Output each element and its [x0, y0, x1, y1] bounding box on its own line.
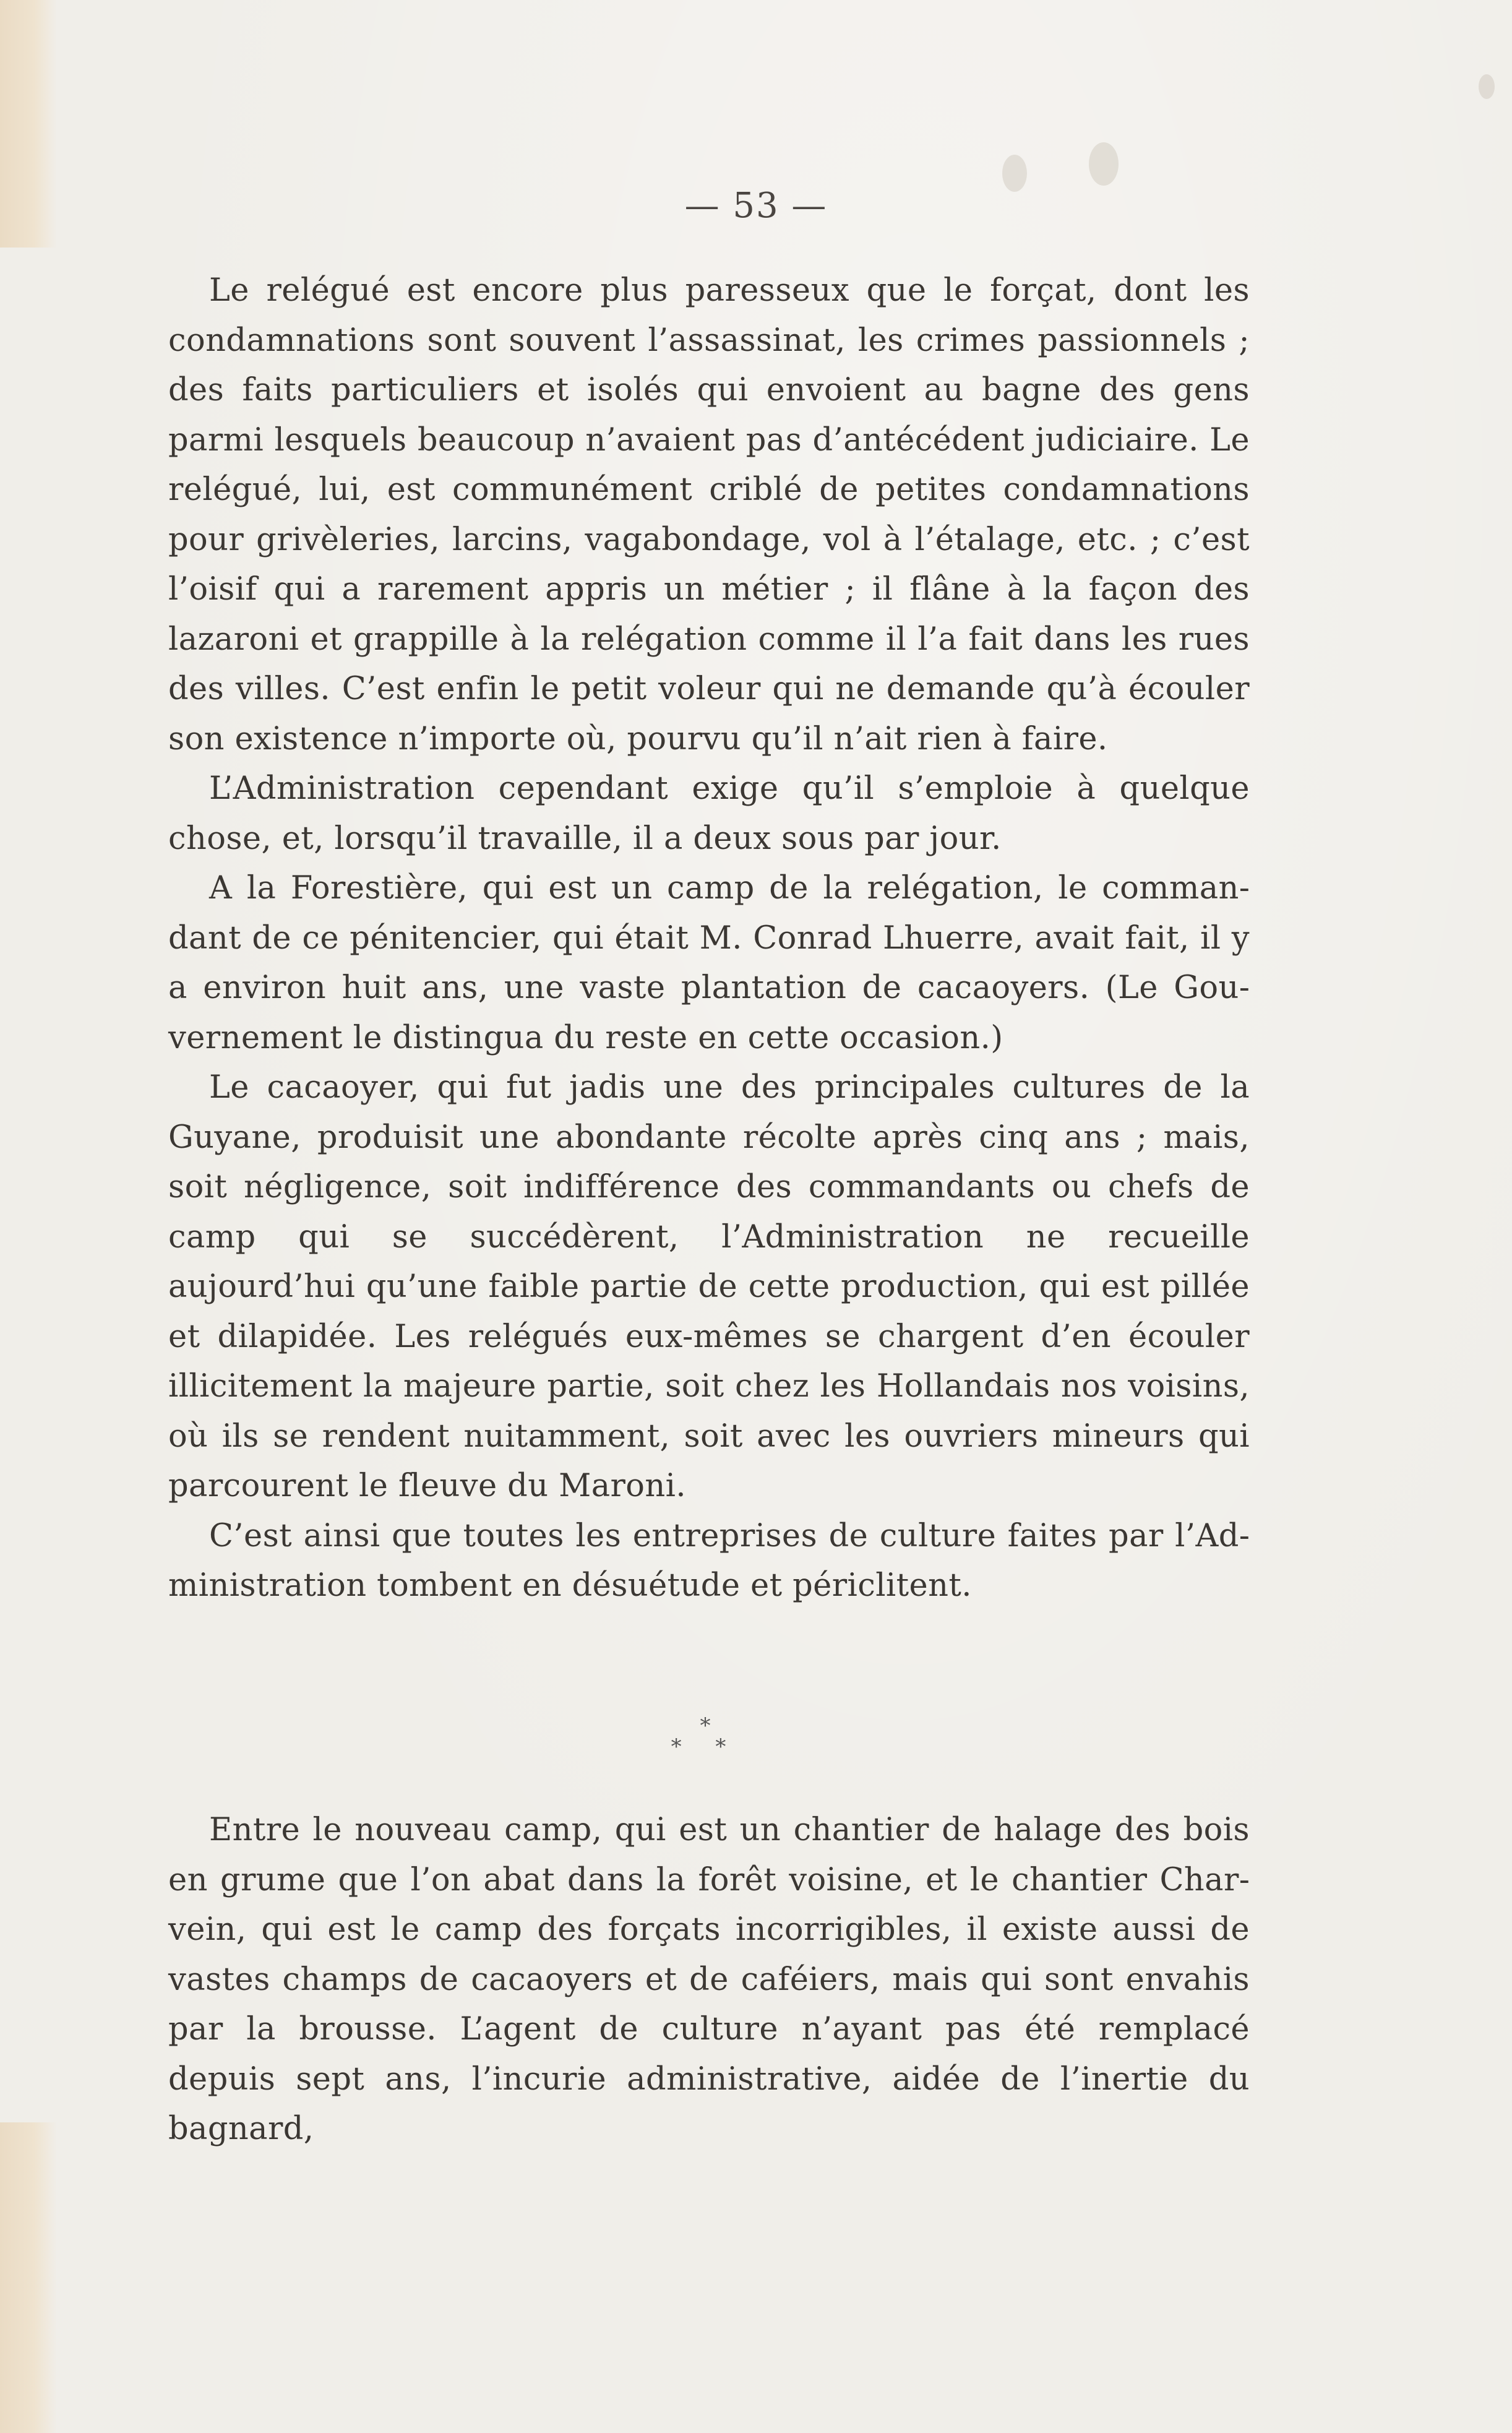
paragraph: C’est ainsi que toutes les entreprises de culture faites par l’Administration tombent en désuétude et périclitent. [168, 1517, 1250, 1604]
page-number: — 53 — [684, 186, 828, 226]
continuation-text-block [168, 1806, 1250, 2155]
main-text-block [168, 266, 1250, 1611]
paragraph: Le cacaoyer, qui fut jadis une des principales cultures de la Guyane, produisit une abondante récolte après cinq ans ; mais, soit négligence, soit indifférence des commandants ou chefs de camp qui se succédèrent, l’Administration ne recueille aujourd’hui qu’une faible partie de cette production, qui est pillée et dilapidée. Les relégués eux-mêmes se chargent d’en écouler illicitement la majeure partie, soit chez les Hollandais nos voisins, où ils se rendent nuitamment, soit avec les ouvriers mineurs qui parcourent le fleuve du Maroni. [168, 1069, 1250, 1504]
paragraph: Le relégué est encore plus paresseux que le forçat, dont les condamnations sont souvent l’assassinat, les crimes passionnels ; des faits particuliers et isolés qui envoient au bagne des gens parmi lesquels beaucoup n’avaient pas d’antécédent judiciaire. Le relégué, lui, est communément criblé de petites condamnations pour grivèleries, larcins, vagabondage, vol à l’étalage, etc. ; c’est l’oisif qui a rarement appris un métier ; il flâne à la façon des lazaroni et grappille à la relégation comme il l’a fait dans les rues des villes. C’est enfin le petit voleur qui ne demande qu’à écouler son existence n’importe où, pourvu qu’il n’ait rien à faire. [168, 272, 1250, 757]
separator-bottom-asterisks: * * [671, 1734, 740, 1759]
paragraph: A la Forestière, qui est un camp de la relégation, le commandant de ce pénitencier, qui était M. Conrad Lhuerre, avait fait, il y a environ huit ans, une vaste plantation de cacaoyers. (Le Gouvernement le distingua du reste en cette occasion.) [168, 870, 1250, 1056]
section-separator [668, 1715, 742, 1759]
paper-stain [1089, 142, 1119, 186]
paper-stain [1479, 74, 1495, 99]
paragraph: Entre le nouveau camp, qui est un chantier de halage des bois en grume que l’on abat dans la forêt voisine, et le chantier Charvein, qui est le camp des forçats incorrigibles, il existe aussi de vastes champs de cacaoyers et de caféiers, mais qui sont envahis par la brousse. L’agent de culture n’ayant pas été remplacé depuis sept ans, l’incurie administrative, aidée de l’inertie du bagnard, [168, 1812, 1250, 2147]
paper-edge-bottom [0, 2122, 57, 2433]
paragraph: L’Administration cependant exige qu’il s’emploie à quelque chose, et, lorsqu’il travaille, il a deux sous par jour. [168, 770, 1250, 857]
separator-top-asterisk: * [700, 1713, 711, 1738]
